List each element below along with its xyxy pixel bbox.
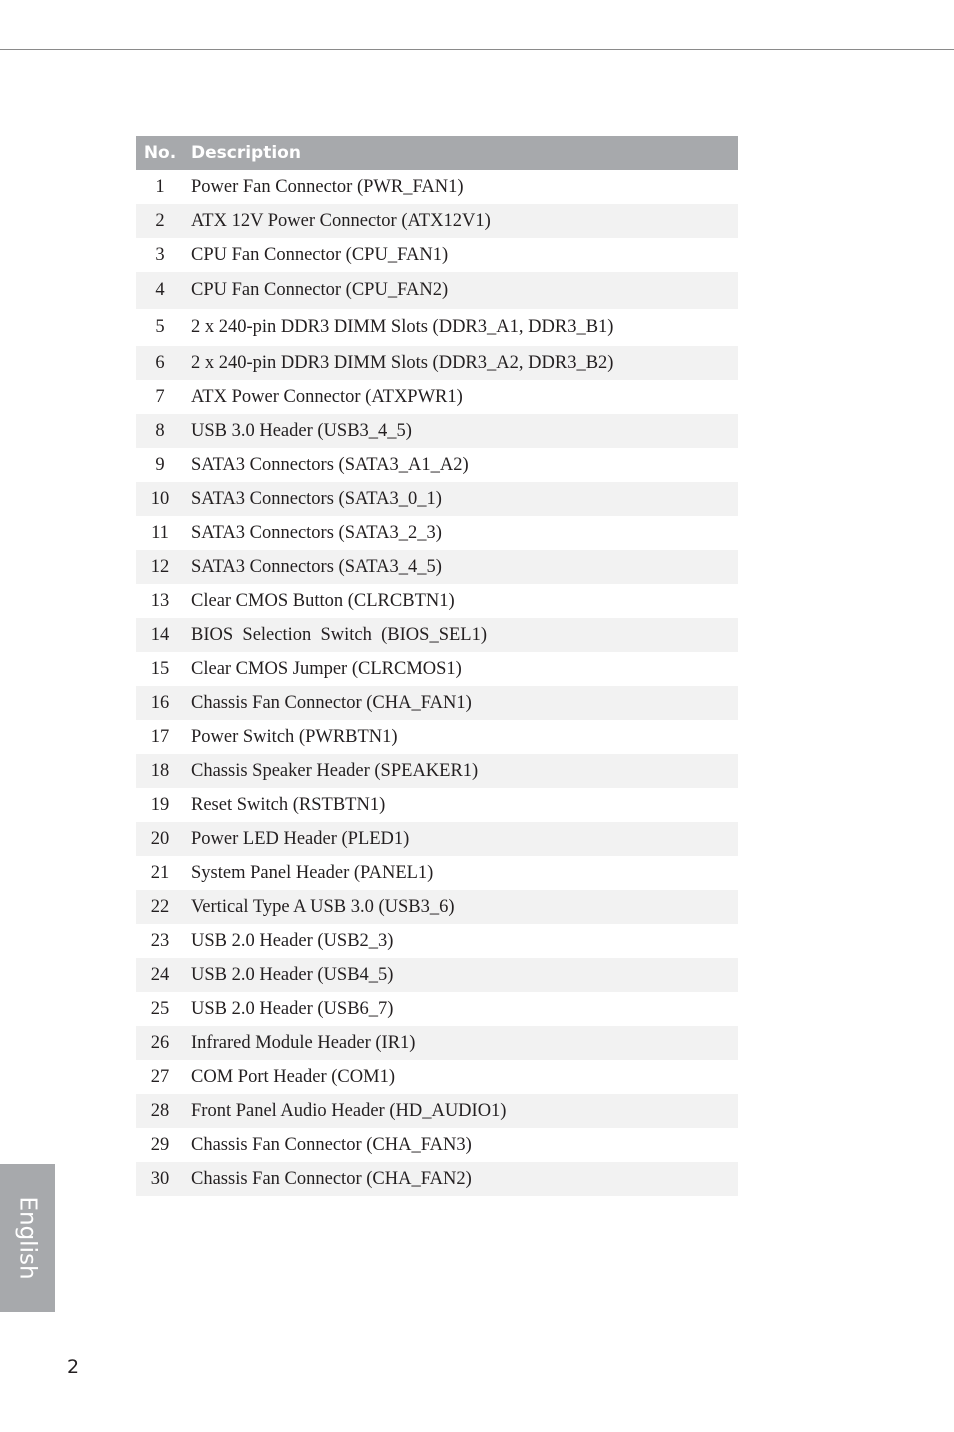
row-description: ATX Power Connector (ATXPWR1) bbox=[191, 386, 463, 407]
page-number: 2 bbox=[67, 1356, 80, 1378]
language-tab-label: English bbox=[14, 1196, 41, 1280]
row-number: 5 bbox=[155, 317, 165, 337]
table-row bbox=[136, 272, 738, 309]
row-number: 7 bbox=[155, 386, 165, 407]
row-number: 16 bbox=[150, 692, 170, 713]
row-number: 2 bbox=[155, 210, 165, 231]
table-row bbox=[136, 414, 738, 448]
table-row bbox=[136, 958, 738, 992]
table-row bbox=[136, 890, 738, 924]
row-number: 19 bbox=[150, 794, 170, 815]
row-description: USB 2.0 Header (USB2_3) bbox=[191, 930, 394, 951]
row-number: 24 bbox=[150, 964, 170, 985]
row-number: 15 bbox=[150, 658, 170, 679]
row-description: SATA3 Connectors (SATA3_2_3) bbox=[191, 522, 442, 543]
header-no: No. bbox=[143, 143, 177, 163]
row-number: 11 bbox=[151, 522, 169, 543]
table-row bbox=[136, 788, 738, 822]
table-row bbox=[136, 204, 738, 238]
row-description: Power Switch (PWRBTN1) bbox=[191, 726, 398, 747]
header-description: Description bbox=[191, 143, 301, 163]
row-number: 20 bbox=[150, 828, 170, 849]
row-number: 13 bbox=[150, 590, 170, 611]
table-row bbox=[136, 170, 738, 204]
table-row bbox=[136, 1128, 738, 1162]
row-number: 23 bbox=[150, 930, 170, 951]
row-description: SATA3 Connectors (SATA3_A1_A2) bbox=[191, 454, 469, 475]
row-number: 18 bbox=[150, 760, 170, 781]
row-number: 12 bbox=[150, 556, 170, 577]
row-description: Chassis Speaker Header (SPEAKER1) bbox=[191, 760, 479, 781]
table-row bbox=[136, 822, 738, 856]
table-row bbox=[136, 754, 738, 788]
table-body bbox=[136, 170, 738, 1196]
table-row bbox=[136, 238, 738, 272]
table-row bbox=[136, 482, 738, 516]
table-row bbox=[136, 618, 738, 652]
row-description: BIOS Selection Switch (BIOS_SEL1) bbox=[191, 624, 487, 645]
row-description: Infrared Module Header (IR1) bbox=[191, 1032, 416, 1053]
row-number: 14 bbox=[150, 624, 170, 645]
row-number: 26 bbox=[150, 1032, 170, 1053]
table-row bbox=[136, 652, 738, 686]
row-description: CPU Fan Connector (CPU_FAN2) bbox=[191, 280, 449, 300]
row-number: 25 bbox=[150, 998, 170, 1019]
language-tab bbox=[0, 1164, 55, 1312]
table-row bbox=[136, 516, 738, 550]
row-description: Front Panel Audio Header (HD_AUDIO1) bbox=[191, 1100, 507, 1121]
row-description: USB 2.0 Header (USB6_7) bbox=[191, 998, 394, 1019]
row-number: 28 bbox=[150, 1100, 170, 1121]
row-description: Vertical Type A USB 3.0 (USB3_6) bbox=[191, 896, 455, 917]
row-description: USB 3.0 Header (USB3_4_5) bbox=[191, 420, 412, 441]
row-description: SATA3 Connectors (SATA3_0_1) bbox=[191, 488, 442, 509]
table-row bbox=[136, 856, 738, 890]
row-number: 10 bbox=[150, 488, 170, 509]
table-row bbox=[136, 380, 738, 414]
row-description: Chassis Fan Connector (CHA_FAN3) bbox=[191, 1134, 472, 1155]
row-description: USB 2.0 Header (USB4_5) bbox=[191, 964, 394, 985]
row-number: 21 bbox=[150, 862, 170, 883]
row-description: CPU Fan Connector (CPU_FAN1) bbox=[191, 244, 449, 265]
table-row bbox=[136, 1162, 738, 1196]
components-table bbox=[136, 136, 738, 1196]
row-number: 6 bbox=[155, 352, 165, 373]
row-number: 9 bbox=[155, 454, 165, 475]
table-row bbox=[136, 309, 738, 346]
row-description: Chassis Fan Connector (CHA_FAN2) bbox=[191, 1168, 472, 1189]
table-row bbox=[136, 1060, 738, 1094]
row-description: Clear CMOS Jumper (CLRCMOS1) bbox=[191, 658, 462, 679]
row-number: 4 bbox=[155, 280, 165, 300]
row-number: 8 bbox=[155, 420, 165, 441]
row-number: 1 bbox=[155, 176, 165, 197]
row-number: 3 bbox=[155, 244, 165, 265]
row-description: Clear CMOS Button (CLRCBTN1) bbox=[191, 590, 455, 611]
table-row bbox=[136, 448, 738, 482]
table-row bbox=[136, 924, 738, 958]
row-description: Reset Switch (RSTBTN1) bbox=[191, 794, 386, 815]
row-number: 27 bbox=[150, 1066, 170, 1087]
table-row bbox=[136, 686, 738, 720]
row-description: Power Fan Connector (PWR_FAN1) bbox=[191, 176, 464, 197]
row-description: COM Port Header (COM1) bbox=[191, 1066, 395, 1087]
row-description: Power LED Header (PLED1) bbox=[191, 828, 410, 849]
row-number: 29 bbox=[150, 1134, 170, 1155]
table-row bbox=[136, 346, 738, 380]
table-row bbox=[136, 1094, 738, 1128]
row-description: System Panel Header (PANEL1) bbox=[191, 862, 434, 883]
table-header bbox=[136, 136, 738, 170]
row-description: ATX 12V Power Connector (ATX12V1) bbox=[191, 210, 491, 231]
row-description: SATA3 Connectors (SATA3_4_5) bbox=[191, 556, 442, 577]
row-description: 2 x 240-pin DDR3 DIMM Slots (DDR3_A1, DDR3_B1) bbox=[191, 317, 614, 337]
table-row bbox=[136, 584, 738, 618]
row-description: Chassis Fan Connector (CHA_FAN1) bbox=[191, 692, 472, 713]
table-row bbox=[136, 992, 738, 1026]
row-number: 30 bbox=[150, 1168, 170, 1189]
table-row bbox=[136, 550, 738, 584]
table-row bbox=[136, 720, 738, 754]
row-number: 22 bbox=[150, 896, 170, 917]
table-row bbox=[136, 1026, 738, 1060]
row-description: 2 x 240-pin DDR3 DIMM Slots (DDR3_A2, DDR3_B2) bbox=[191, 352, 614, 373]
row-number: 17 bbox=[150, 726, 170, 747]
top-rule bbox=[0, 49, 954, 50]
